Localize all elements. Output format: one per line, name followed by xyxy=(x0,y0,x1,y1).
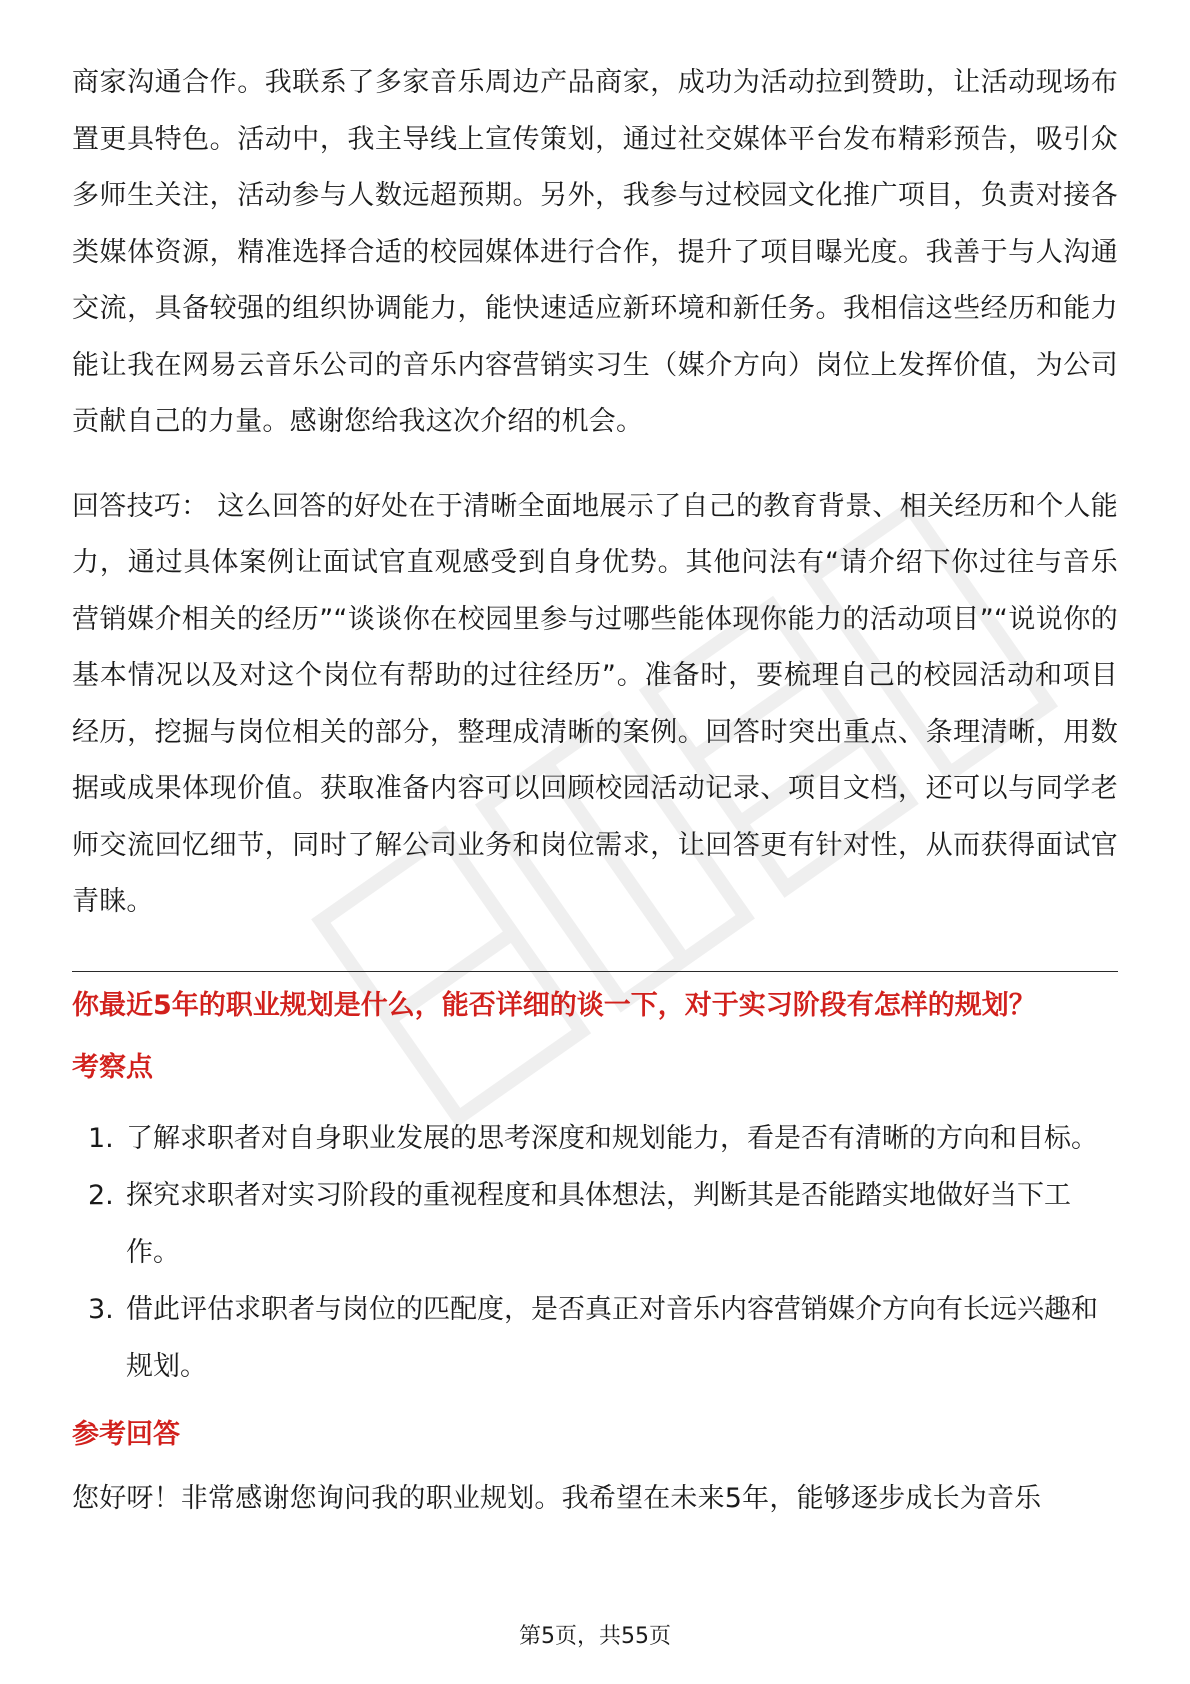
reference-answer-heading: 参考回答 xyxy=(72,1418,180,1450)
list-item xyxy=(72,1167,1118,1281)
list-item-text: 了解求职者对自身职业发展的思考深度和规划能力，看是否有清晰的方向和目标。 xyxy=(126,1122,1098,1154)
intro-continuation-paragraph: 商家沟通合作。我联系了多家音乐周边产品商家，成功为活动拉到赞助，让活动现场布置更具特色。活动中，我主导线上宣传策划，通过社交媒体平台发布精彩预告，吸引众多师生关注，活动参与人数远超预期。另外，我参与过校园文化推广项目，负责对接各类媒体资源，精准选择合适的校园媒体进行合作，提升了项目曝光度。我善于与人沟通交流，具备较强的组织协调能力，能快速适应新环境和新任务。我相信这些经历和能力能让我在网易云音乐公司的音乐内容营销实习生（媒介方向）岗位上发挥价值，为公司贡献自己的力量。感谢您给我这次介绍的机会。 xyxy=(72,67,1118,437)
list-item xyxy=(72,1110,1118,1167)
answer-tips-paragraph: 回答技巧： 这么回答的好处在于清晰全面地展示了自己的教育背景、相关经历和个人能力，通过具体案例让面试官直观感受到自身优势。其他问法有“请介绍下你过往与音乐营销媒介相关的经历”“谈谈你在校园里参与过哪些能体现你能力的活动项目”“说说你的基本情况以及对这个岗位有帮助的过往经历”。准备时，要梳理自己的校园活动和项目经历，挖掘与岗位相关的部分，整理成清晰的案例。回答时突出重点、条理清晰，用数据或成果体现价值。获取准备内容可以回顾校园活动记录、项目文档，还可以与同学老师交流回忆细节，同时了解公司业务和岗位需求，让回答更有针对性，从而获得面试官青睐。 xyxy=(72,490,1118,917)
page-footer: 第5页，共55页 xyxy=(519,1624,671,1649)
list-item-text: 借此评估求职者与岗位的匹配度，是否真正对音乐内容营销媒介方向有长远兴趣和规划。 xyxy=(126,1293,1098,1382)
interview-question: 你最近5年的职业规划是什么，能否详细的谈一下，对于实习阶段有怎样的规划？ xyxy=(72,989,1036,1021)
list-item-number: 3. xyxy=(88,1293,114,1325)
list-item-number: 1. xyxy=(88,1122,114,1154)
document-content xyxy=(72,55,1118,1527)
exam-points-heading: 考察点 xyxy=(72,1051,153,1083)
list-item-number: 2. xyxy=(88,1179,114,1211)
exam-points-list xyxy=(72,1110,1118,1395)
reference-answer-paragraph: 您好呀！非常感谢您询问我的职业规划。我希望在未来5年，能够逐步成长为音乐 xyxy=(72,1482,1042,1514)
list-item xyxy=(72,1281,1118,1395)
list-item-text: 探究求职者对实习阶段的重视程度和具体想法，判断其是否能踏实地做好当下工作。 xyxy=(126,1179,1071,1268)
section-divider xyxy=(72,971,1118,972)
